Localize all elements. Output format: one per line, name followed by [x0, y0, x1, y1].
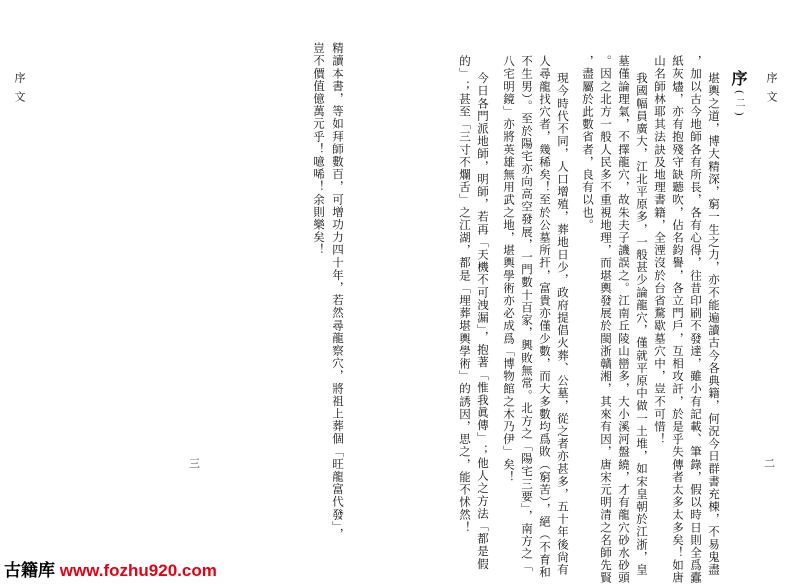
text-line: 的」；甚至「三寸不爛舌」之江湖，都是「埋葬堪輿學術」的誘因，思之，能不怵然！	[458, 55, 472, 534]
text-line: 。因之北方一般人民多不重視地理，而堪輿發展於閩浙贛湘，其來有因，唐宋元明清之名師先賢	[599, 55, 613, 584]
text-line: 八宅明鏡」亦將英雄無用武之地，堪輿學術亦必成爲「博物館之木乃伊」矣！	[502, 55, 516, 484]
site-url: www.fozhu920.com	[59, 561, 217, 580]
watermark-footer	[0, 555, 793, 580]
text-line: 豈不價值億萬元乎！噫唏！余則樂矣！	[312, 42, 326, 257]
site-watermark	[4, 556, 217, 581]
text-line: 我國幅員廣大，江北平原多，一般甚少論龍穴，僅就平原中做一土堆，如宋皇朝於江浙，皇	[635, 72, 649, 576]
text-line: 堪輿之道，博大精深，窮一生之力，亦不能遍讀古今各典籍，何況今日群書充棟，不易鬼盡	[707, 72, 721, 576]
right-running-head: 序文	[765, 72, 778, 110]
preface-title-number: (二)	[733, 90, 744, 120]
text-line: ，加以古今地師各有所長，各有心得，往昔印刷不發達，雖小有記載、筆錄，假以時日則全爲蠹	[689, 55, 703, 584]
text-line: 紙灰燼，亦有抱殘守缺聽吹，佔名鈞譽，各立門戶，互相攻訐，於是乎失傳者太多太多矣！如唐	[671, 55, 685, 584]
left-running-head: 序文	[13, 72, 26, 110]
text-line: 山名師林耶其法訣及地理書籍，全湮沒於台省騖歇墓穴中，豈不可惜！	[653, 55, 667, 446]
text-line: 今日各門派地師，明師，若再「天機不可洩漏」，抱著「惟我眞傳」；他人之方法「都是假	[476, 72, 490, 571]
left-page-number: 三	[189, 457, 200, 470]
text-line: 精讀本書，等如拜師數百，可增功力四十年，若然尋龍察穴，將祖上葬個「旺龍富代發」，	[331, 42, 345, 541]
site-name: 古籍库	[4, 561, 55, 580]
text-line: 不生男）。至於陽宅亦向高空發展，一門數十百家，興敗無常。北方之「陽宅三要」，南方之「	[520, 55, 534, 573]
right-page-number: 二	[764, 457, 775, 470]
text-line: 人尋龍找穴者，幾稀矣！至於公墓所扞，富貴亦僅少數，而大多數均爲敗（窮苦），絕（不育和	[538, 55, 552, 579]
text-line: 現今時代不同，人口增殖，葬地日少，政府提倡火葬、公墓，從之者亦甚多，五十年後尙有	[556, 72, 570, 576]
left-page	[0, 0, 396, 555]
text-line: 墓僅論理氣，不擇龍穴，故朱夫子譏誤之。江南丘陵山巒多，大小溪河盤繞，才有龍穴砂水砂頭	[617, 55, 631, 584]
text-line: ，盡屬於此數省者，良有以也。	[581, 55, 595, 232]
preface-title-text: 序	[729, 70, 748, 90]
right-page	[396, 0, 793, 584]
preface-title	[727, 70, 750, 120]
